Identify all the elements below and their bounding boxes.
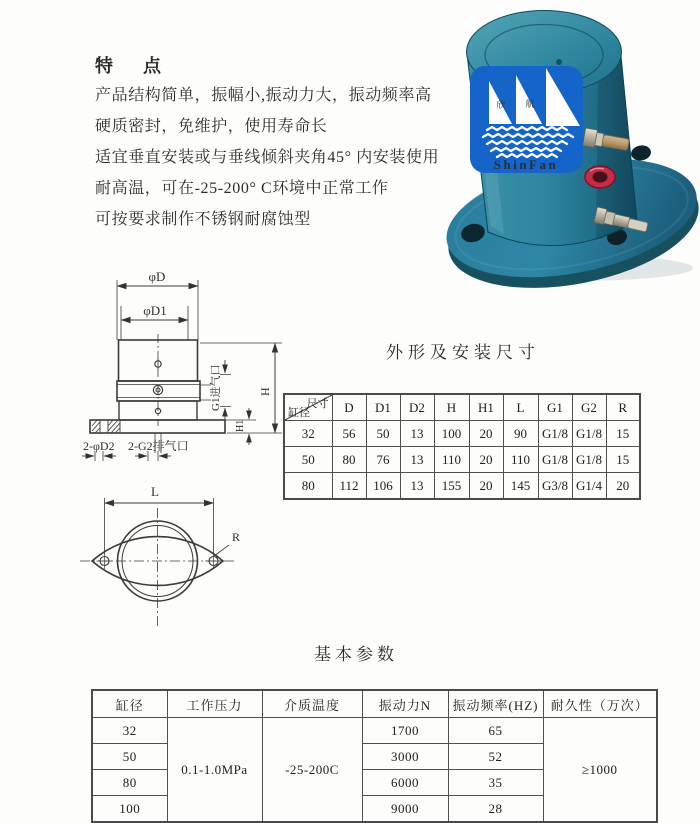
dimensions-table-title: 外形及安装尺寸 bbox=[386, 343, 540, 362]
col-header: G1 bbox=[538, 394, 572, 421]
cell: 20 bbox=[469, 473, 503, 500]
side-view-drawing bbox=[55, 248, 295, 480]
cell: 13 bbox=[400, 421, 434, 447]
red-port bbox=[585, 166, 615, 188]
label-g1-inlet: G1进气口 bbox=[210, 364, 222, 411]
table-header-row bbox=[284, 394, 640, 421]
cell: 90 bbox=[503, 421, 538, 447]
cell: G1/8 bbox=[572, 421, 606, 447]
cell-bore: 80 bbox=[92, 770, 167, 796]
col-header: H1 bbox=[469, 394, 503, 421]
col-header: 缸径 bbox=[92, 690, 167, 718]
table-row bbox=[284, 473, 640, 500]
cell: 15 bbox=[606, 447, 640, 473]
dim-label-d: φD bbox=[148, 269, 166, 284]
cell-durability: ≥1000 bbox=[543, 718, 657, 823]
feature-line: 硬质密封，免维护，使用寿命长 bbox=[95, 118, 328, 135]
cell-bore: 80 bbox=[284, 473, 332, 500]
cell: 56 bbox=[332, 421, 366, 447]
col-header: 工作压力 bbox=[167, 690, 262, 718]
cell: 13 bbox=[400, 473, 434, 500]
col-header: L bbox=[503, 394, 538, 421]
diagonal-header-cell bbox=[284, 394, 332, 421]
cell: 112 bbox=[332, 473, 366, 500]
cap-dimple bbox=[556, 59, 562, 65]
dim-label-d1: φD1 bbox=[143, 303, 167, 318]
cell-bore: 50 bbox=[284, 447, 332, 473]
parameters-table-title: 基本参数 bbox=[314, 645, 398, 664]
cell: 20 bbox=[606, 473, 640, 500]
bottom-view-drawing bbox=[60, 478, 250, 640]
col-header: 振动频率(HZ) bbox=[448, 690, 543, 718]
brand-logo bbox=[470, 66, 583, 173]
col-header: D bbox=[332, 394, 366, 421]
cell-frequency: 28 bbox=[448, 796, 543, 823]
cell-pressure: 0.1-1.0MPa bbox=[167, 718, 262, 823]
dim-label-h: H bbox=[258, 387, 272, 396]
col-header: H bbox=[434, 394, 469, 421]
feature-line: 可按要求制作不锈钢耐腐蚀型 bbox=[95, 211, 311, 228]
cell: 20 bbox=[469, 447, 503, 473]
feature-line: 适宜垂直安装或与垂线倾斜夹角45° 内安装使用 bbox=[95, 149, 440, 166]
dim-label-l: L bbox=[151, 484, 159, 499]
mounting-hole bbox=[630, 144, 652, 162]
cell-force: 6000 bbox=[362, 770, 448, 796]
col-header: 介质温度 bbox=[262, 690, 362, 718]
cell: 80 bbox=[332, 447, 366, 473]
col-header: 耐久性（万次） bbox=[543, 690, 657, 718]
cell-force: 1700 bbox=[362, 718, 448, 744]
cell-force: 9000 bbox=[362, 796, 448, 823]
col-header: G2 bbox=[572, 394, 606, 421]
dim-label-r: R bbox=[232, 530, 241, 544]
cell: 15 bbox=[606, 421, 640, 447]
table-row bbox=[92, 718, 657, 744]
sail-character: 欣 bbox=[496, 100, 506, 110]
cell: 50 bbox=[366, 421, 400, 447]
corner-label-bore: 缸径 bbox=[288, 407, 310, 419]
cell-bore: 100 bbox=[92, 796, 167, 823]
cell-temperature: -25-200C bbox=[262, 718, 362, 823]
label-g2-exhaust: 2-G2排气口 bbox=[128, 439, 189, 453]
label-d2-holes: 2-φD2 bbox=[83, 439, 115, 453]
cell: 13 bbox=[400, 447, 434, 473]
product-photo bbox=[440, 0, 700, 290]
col-header: D2 bbox=[400, 394, 434, 421]
cell: G3/8 bbox=[538, 473, 572, 500]
cell: G1/8 bbox=[538, 421, 572, 447]
cell: G1/4 bbox=[572, 473, 606, 500]
col-header: 振动力N bbox=[362, 690, 448, 718]
cell-bore: 32 bbox=[284, 421, 332, 447]
brand-name: ShinFan bbox=[493, 157, 559, 172]
cell: 106 bbox=[366, 473, 400, 500]
cell-bore: 50 bbox=[92, 744, 167, 770]
features-section bbox=[95, 52, 443, 242]
table-row bbox=[284, 421, 640, 447]
feature-line: 产品结构简单，振幅小,振动力大，振动频率高 bbox=[95, 87, 432, 104]
cell-force: 3000 bbox=[362, 744, 448, 770]
cell: 145 bbox=[503, 473, 538, 500]
cell: G1/8 bbox=[572, 447, 606, 473]
cell-frequency: 65 bbox=[448, 718, 543, 744]
cell: 20 bbox=[469, 421, 503, 447]
side-view-svg bbox=[55, 248, 295, 480]
cell-frequency: 35 bbox=[448, 770, 543, 796]
dimensions-table bbox=[283, 393, 641, 500]
corner-label-size: 尺寸 bbox=[306, 398, 329, 410]
cell: 110 bbox=[434, 447, 469, 473]
features-title: 特 点 bbox=[95, 56, 167, 76]
cell-frequency: 52 bbox=[448, 744, 543, 770]
table-row bbox=[284, 447, 640, 473]
table-header-row bbox=[92, 690, 657, 718]
cell-bore: 32 bbox=[92, 718, 167, 744]
cell: 76 bbox=[366, 447, 400, 473]
cell: G1/8 bbox=[538, 447, 572, 473]
parameters-table bbox=[91, 689, 658, 823]
feature-line: 耐高温，可在-25-200° C环境中正常工作 bbox=[95, 180, 389, 197]
dim-label-h1: H1 bbox=[235, 419, 246, 432]
sail-character: 航 bbox=[525, 99, 535, 109]
bottom-view-svg bbox=[60, 478, 250, 640]
cell: 110 bbox=[503, 447, 538, 473]
cell: 155 bbox=[434, 473, 469, 500]
col-header: D1 bbox=[366, 394, 400, 421]
vibrator-illustration bbox=[440, 0, 700, 290]
col-header: R bbox=[606, 394, 640, 421]
cell: 100 bbox=[434, 421, 469, 447]
